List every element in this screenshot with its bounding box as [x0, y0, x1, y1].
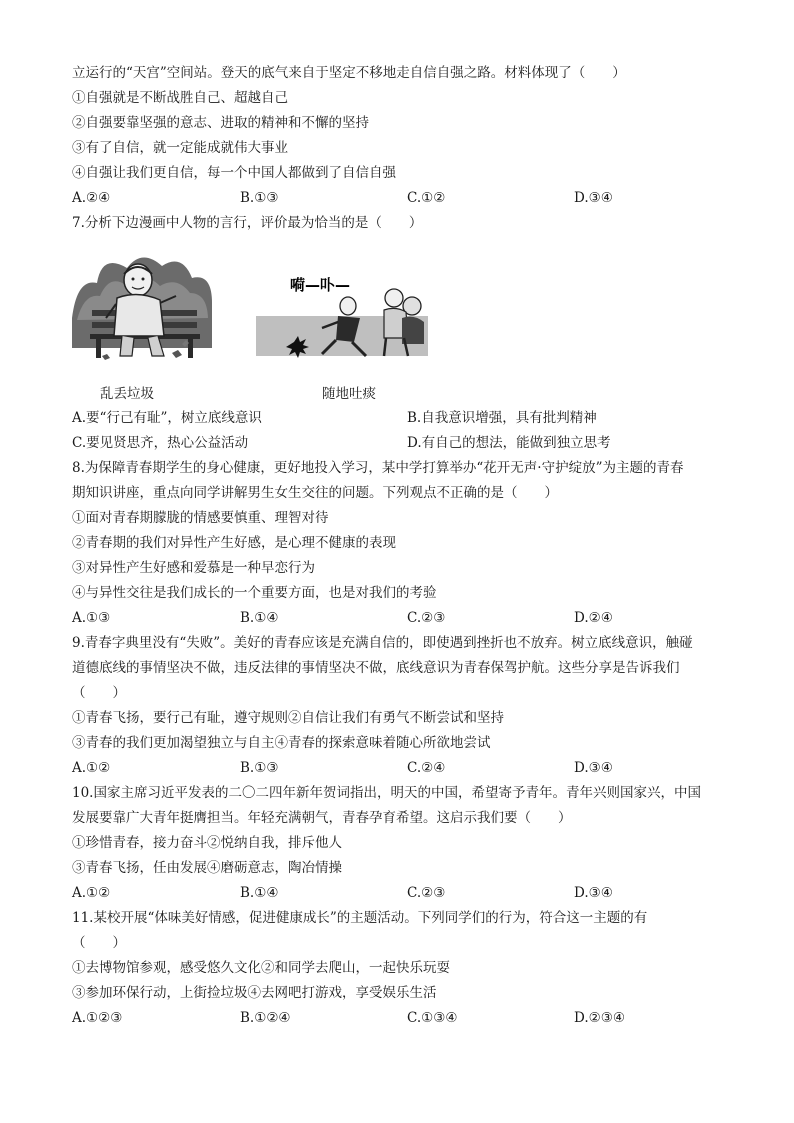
- q8-option-d[interactable]: D.②④: [574, 610, 613, 626]
- q9-option-a[interactable]: A.①②: [72, 760, 111, 776]
- q6-option-d[interactable]: D.③④: [574, 190, 613, 206]
- q7-option-b[interactable]: B.自我意识增强，具有批判精神: [407, 410, 597, 426]
- caption-littering: 乱丢垃圾: [100, 386, 154, 402]
- littering-comic-drawing: [72, 248, 212, 366]
- q10-stem-line-2: 发展要靠广大青年挺膺担当。年轻充满朝气，青春孕育希望。这启示我们要（ ）: [72, 810, 572, 826]
- q10-stem-line-1: 10.国家主席习近平发表的二〇二四年新年贺词指出，明天的中国，希望寄予青年。青年兴则国家兴，中国: [72, 785, 701, 801]
- q9-stem-line-1: 9.青春字典里没有“失败”。美好的青春应该是充满自信的，即使遇到挫折也不放弃。树立底线意识，触碰: [72, 635, 693, 651]
- q9-options: [72, 759, 732, 777]
- q9-statement-2: ③青春的我们更加渴望独立与自主④青春的探索意味着随心所欲地尝试: [72, 735, 491, 751]
- q9-option-c[interactable]: C.②④: [407, 760, 446, 776]
- q8-options: [72, 609, 732, 627]
- q10-statement-2: ③青春飞扬，任由发展④磨砺意志，陶冶情操: [72, 860, 342, 876]
- q11-statement-2: ③参加环保行动，上街捡垃圾④去网吧打游戏，享受娱乐生活: [72, 985, 437, 1001]
- q7-options-row-1: [72, 409, 732, 427]
- q8-statement-3: ③对异性产生好感和爱慕是一种早恋行为: [72, 560, 315, 576]
- q11-option-a[interactable]: A.①②③: [72, 1010, 123, 1026]
- q7-options-row-2: [72, 434, 732, 452]
- q11-stem-line-2: （ ）: [72, 935, 126, 951]
- comic-sound-text: 嗬—卟—: [290, 276, 351, 294]
- q9-statement-1: ①青春飞扬，要行己有耻，遵守规则②自信让我们有勇气不断尝试和坚持: [72, 710, 504, 726]
- q10-option-b[interactable]: B.①④: [240, 885, 279, 901]
- q8-statement-2: ②青春期的我们对异性产生好感，是心理不健康的表现: [72, 535, 396, 551]
- q10-options: [72, 884, 732, 902]
- q6-options: [72, 189, 732, 207]
- q7-stem: 7.分析下边漫画中人物的言行，评价最为恰当的是（ ）: [72, 215, 423, 231]
- q6-option-b[interactable]: B.①③: [240, 190, 279, 206]
- q8-stem-line-2: 期知识讲座，重点向同学讲解男生女生交往的问题。下列观点不正确的是（ ）: [72, 485, 558, 501]
- q7-option-a[interactable]: A.要“行己有耻”，树立底线意识: [72, 410, 262, 426]
- q6-stem: 立运行的“天宫”空间站。登天的底气来自于坚定不移地走自信自强之路。材料体现了（ ）: [72, 65, 626, 81]
- spitting-comic-image: [256, 272, 428, 364]
- q10-option-a[interactable]: A.①②: [72, 885, 111, 901]
- q11-option-c[interactable]: C.①③④: [407, 1010, 458, 1026]
- q11-statement-1: ①去博物馆参观，感受悠久文化②和同学去爬山，一起快乐玩耍: [72, 960, 450, 976]
- q8-statement-4: ④与异性交往是我们成长的一个重要方面，也是对我们的考验: [72, 585, 437, 601]
- q8-option-a[interactable]: A.①③: [72, 610, 111, 626]
- q8-option-c[interactable]: C.②③: [407, 610, 446, 626]
- q8-stem-line-1: 8.为保障青春期学生的身心健康，更好地投入学习，某中学打算举办“花开无声·守护绽放”为主题的青春: [72, 460, 684, 476]
- q11-option-d[interactable]: D.②③④: [574, 1010, 625, 1026]
- q7-option-c[interactable]: C.要见贤思齐，热心公益活动: [72, 435, 249, 451]
- caption-spitting: 随地吐痰: [322, 386, 376, 402]
- q10-option-c[interactable]: C.②③: [407, 885, 446, 901]
- q6-option-a[interactable]: A.②④: [72, 190, 111, 206]
- q6-statement-4: ④自强让我们更自信，每一个中国人都做到了自信自强: [72, 165, 396, 181]
- q7-option-d[interactable]: D.有自己的想法，能做到独立思考: [407, 435, 611, 451]
- q6-option-c[interactable]: C.①②: [407, 190, 446, 206]
- q10-statement-1: ①珍惜青春，接力奋斗②悦纳自我，排斥他人: [72, 835, 342, 851]
- q8-statement-1: ①面对青春期朦胧的情感要慎重、理智对待: [72, 510, 329, 526]
- q6-statement-2: ②自强要靠坚强的意志、进取的精神和不懈的坚持: [72, 115, 369, 131]
- q6-statement-3: ③有了自信，就一定能成就伟大事业: [72, 140, 288, 156]
- q9-stem-line-2: 道德底线的事情坚决不做，违反法律的事情坚决不做，底线意识为青春保驾护航。这些分享是告诉我们: [72, 660, 680, 676]
- q6-statement-1: ①自强就是不断战胜自己、超越自己: [72, 90, 288, 106]
- q11-stem-line-1: 11.某校开展“体味美好情感，促进健康成长”的主题活动。下列同学们的行为，符合这一主题的有: [72, 910, 648, 926]
- q10-option-d[interactable]: D.③④: [574, 885, 613, 901]
- q9-option-d[interactable]: D.③④: [574, 760, 613, 776]
- q8-option-b[interactable]: B.①④: [240, 610, 279, 626]
- q11-option-b[interactable]: B.①②④: [240, 1010, 291, 1026]
- littering-comic-image: [72, 248, 212, 366]
- q9-stem-line-3: （ ）: [72, 685, 126, 701]
- q9-option-b[interactable]: B.①③: [240, 760, 279, 776]
- q11-options: [72, 1009, 732, 1027]
